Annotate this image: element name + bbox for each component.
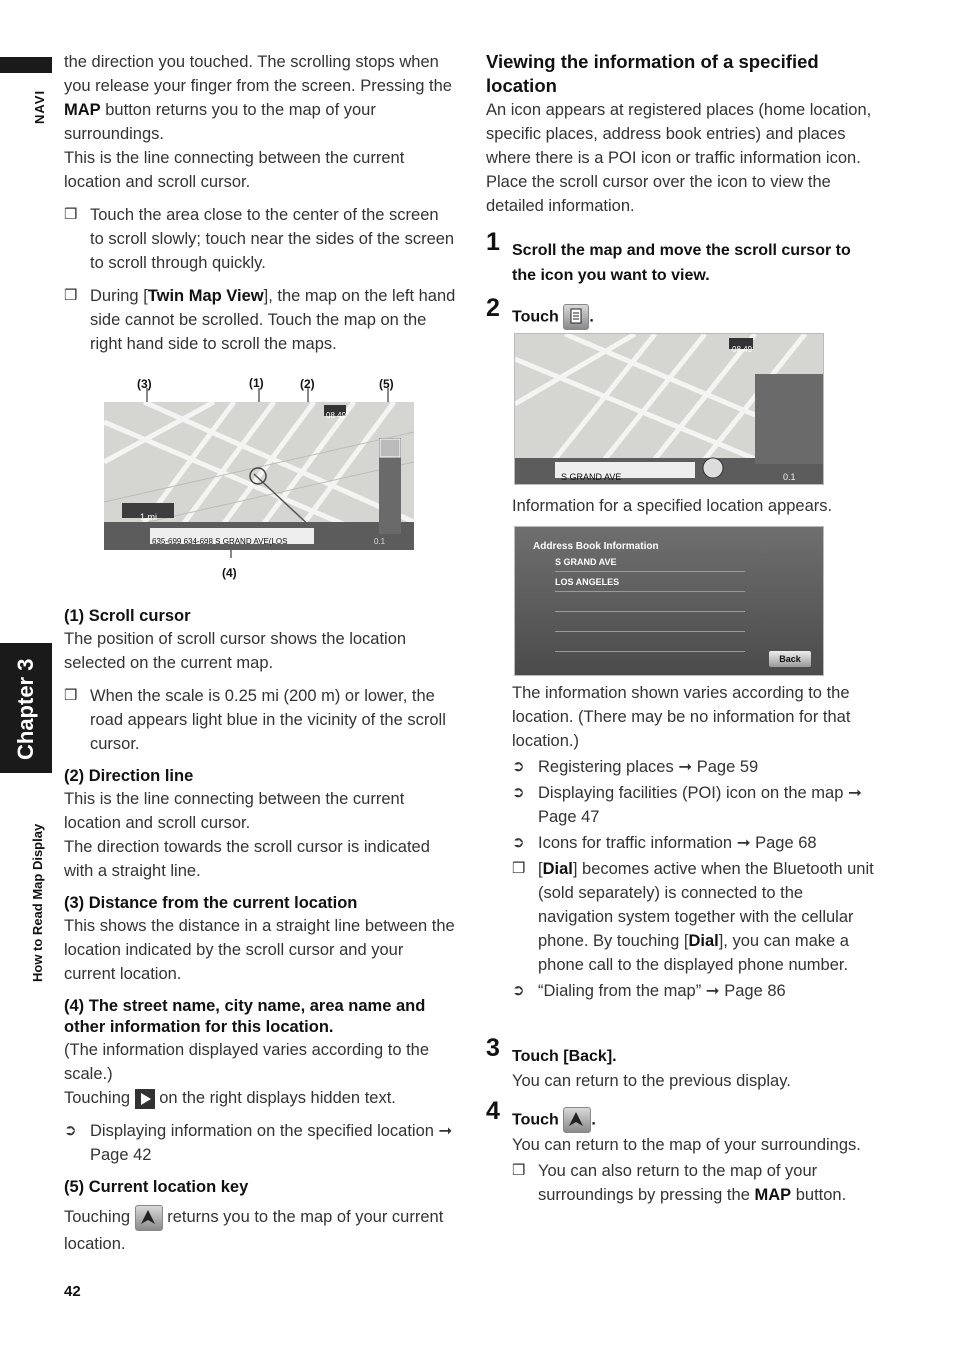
text: Touching [64,1208,135,1226]
info-row [555,613,745,632]
reference-text: Registering places ➞ Page 59 [538,758,759,776]
step-title: Touch [512,308,559,326]
reference-item [64,1119,456,1167]
callout-3: (3) [137,377,152,391]
callout-5: (5) [379,377,394,391]
step-title: Touch [512,1111,559,1129]
checkbox-marker-icon: ❒ [64,206,78,223]
text: . [589,308,594,326]
reference-item [512,979,878,1003]
section-label: How to Read Map Display [30,823,45,982]
page-number: 42 [64,1283,81,1300]
map-distance: 0.1 [783,472,796,482]
left-column [64,50,456,356]
map-clock: 08 49 [732,345,753,354]
text: ], you can make a phone call to the displayed phone number. [538,932,849,974]
step-4 [486,1097,878,1207]
paragraph: This shows the distance in a straight line between the location indicated by the scroll cursor and your current location. [64,917,455,983]
right-column [486,50,878,330]
dial-button-text: Dial [688,932,719,950]
note-text: When the scale is 0.25 mi (200 m) or lower, the road appears light blue in the vicinity of the scroll cursor. [90,687,446,753]
checkbox-marker-icon: ❒ [512,1162,526,1179]
play-arrow-icon [135,1089,155,1109]
checkbox-marker-icon: ❒ [512,860,526,877]
callout-2: (2) [300,377,315,391]
note-item [64,284,456,356]
note-item [64,684,456,756]
reference-arrow-icon: ➲ [512,758,525,775]
heading-direction-line: (2) Direction line [64,767,194,785]
step-1 [486,228,878,288]
map-street-name: S GRAND AVE [561,472,622,482]
heading-scroll-cursor: (1) Scroll cursor [64,607,191,625]
reference-arrow-icon: ➲ [512,982,525,999]
right-caption-1 [512,494,878,518]
dial-button-text: Dial [542,860,573,878]
text: Twin Map View [147,287,264,305]
paragraph: You can return to the map of your surroundings. [512,1136,861,1154]
sidebar-top-bar [0,57,52,73]
paragraph: (The information displayed varies according to the scale.) [64,1041,430,1083]
text: [ [538,860,543,878]
checkbox-marker-icon: ❒ [64,287,78,304]
map-clock: 08 49 [326,411,347,420]
text: ], the map on the left hand side cannot be scrolled. Touch the map on the right hand side to scroll the maps. [90,287,456,353]
paragraph: The direction towards the scroll cursor is indicated with a straight line. [64,838,430,880]
paragraph: An icon appears at registered places (home location, specific places, address book entries) and places where there is a POI icon or traffic information icon. Place the scroll cursor over the icon to view the detailed information. [486,101,872,215]
current-location-key-icon [563,1107,591,1133]
callout-4: (4) [222,566,237,580]
info-row [555,593,745,612]
reference-arrow-icon: ➲ [512,784,525,801]
paragraph [64,1204,456,1257]
current-location-key-icon [135,1205,163,1231]
reference-arrow-icon: ➲ [512,834,525,851]
reference-text: “Dialing from the map” ➞ Page 86 [538,982,786,1000]
heading-current-location-key: (5) Current location key [64,1178,249,1196]
step-title: Scroll the map and move the scroll cursor to the icon you want to view. [512,242,851,284]
address-book-info-screenshot [514,526,824,676]
paragraph: This is the line connecting between the current location and scroll cursor. [64,790,405,832]
step-number: 4 [486,1097,500,1125]
text: You can also return to the map of your surroundings by pressing the [538,1162,818,1204]
text: . [591,1111,596,1129]
right-column-lower [512,681,878,1003]
text: button returns you to the map of your surroundings. [64,101,376,143]
paragraph: This is the line connecting between the current location and scroll cursor. [64,149,405,191]
text: ] becomes active when the Bluetooth unit (sold separately) is connected to the navigation system together with the cellular phone. By touching [ [538,860,874,950]
text: the direction you touched. The scrolling stops when you release your finger from the screen. Pressing the [64,53,452,95]
reference-arrow-icon: ➲ [64,1122,77,1139]
paragraph: The position of scroll cursor shows the location selected on the current map. [64,630,407,672]
reference-item [512,755,878,779]
step-title: Touch [Back]. [512,1048,617,1065]
paragraph [64,1086,456,1110]
note-item [64,203,456,275]
chapter-label: Chapter 3 [13,658,38,760]
info-row: S GRAND AVE [555,553,745,572]
map-with-info-icon-screenshot [514,333,824,485]
step-3 [486,1034,878,1093]
caption: Information for a specified location appears. [512,497,833,515]
info-document-icon [563,304,589,330]
navigation-map-screenshot [104,402,414,550]
map-street-name: 635-699 634-698 S GRAND AVE(LOS [152,537,288,546]
info-screen-title: Address Book Information [533,541,659,552]
text: Touching [64,1089,135,1107]
step-number: 2 [486,294,500,322]
info-row [555,633,745,652]
sidebar-navi-label: NAVI [32,89,47,124]
map-button-text: MAP [64,101,101,119]
note-item [512,1159,878,1207]
paragraph: You can return to the previous display. [512,1072,791,1090]
info-row: LOS ANGELES [555,573,745,592]
map-graphic [515,334,823,484]
text: button. [791,1186,847,1204]
back-button[interactable]: Back [769,651,811,667]
reference-item [512,831,878,855]
caption: The information shown varies according to the location. (There may be no information for that location.) [512,684,851,750]
note-text: Touch the area close to the center of the screen to scroll slowly; touch near the sides of the screen to scroll through quickly. [90,206,455,272]
reference-item [512,781,878,829]
map-scale: 1 mi [140,512,158,522]
reference-text: Icons for traffic information ➞ Page 68 [538,834,817,852]
map-figure [104,368,414,578]
section-heading: Viewing the information of a specified location [486,51,819,96]
step-2 [486,294,878,330]
text: During [ [90,287,148,305]
callout-1: (1) [249,376,264,390]
heading-street-name: (4) The street name, city name, area name and other information for this location. [64,997,426,1036]
text: on the right displays hidden text. [154,1089,396,1107]
right-column-steps [486,1034,878,1207]
step-number: 3 [486,1034,500,1062]
checkbox-marker-icon: ❒ [64,687,78,704]
paragraph [64,50,456,146]
map-distance: 0.1 [374,537,386,546]
reference-text: Displaying facilities (POI) icon on the map ➞ Page 47 [538,784,862,826]
heading-distance: (3) Distance from the current location [64,894,358,912]
reference-text: Displaying information on the specified location ➞ Page 42 [90,1122,453,1164]
map-button-text: MAP [754,1186,792,1204]
text: returns you to the map of your current location. [64,1208,444,1253]
left-column-lower [64,606,456,1257]
step-number: 1 [486,228,500,256]
note-item [512,857,878,977]
